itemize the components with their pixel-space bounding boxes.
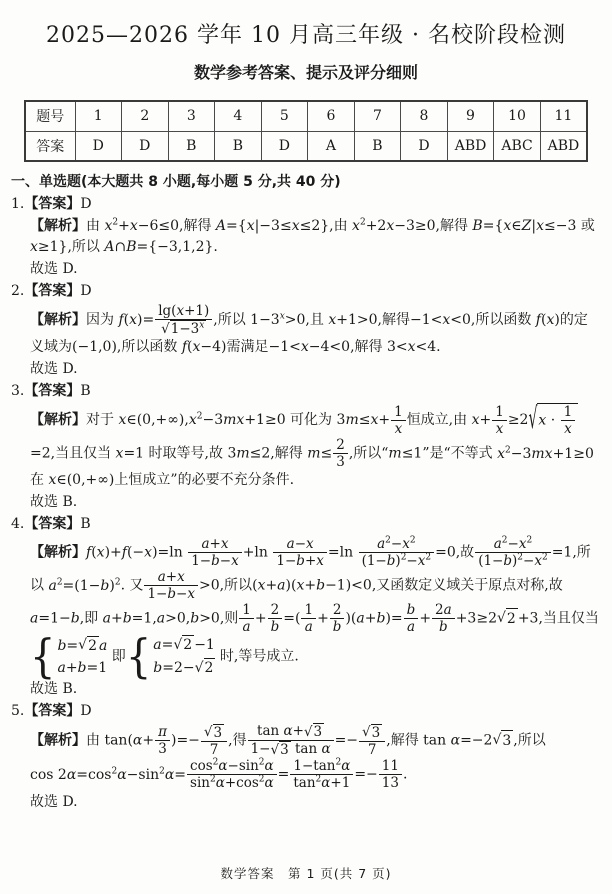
denominator: b <box>270 619 280 635</box>
text-run: , <box>185 610 191 627</box>
math-expression: −1<x−4<0 <box>268 339 351 355</box>
numerator: 2 <box>268 602 283 619</box>
solution-paragraph <box>30 359 601 380</box>
text-run: 故选 D. <box>30 261 78 277</box>
numerator: π <box>155 724 170 741</box>
math-expression: b>0 <box>190 610 220 627</box>
table-cell: 11 <box>540 101 587 131</box>
numerator: a+x <box>144 569 198 586</box>
table-cell: 7 <box>354 101 401 131</box>
text-run: ,则 <box>219 610 239 627</box>
math-expression: f(x) <box>535 312 560 328</box>
text-run: 需满足 <box>226 339 269 355</box>
text-run: ,又函数定义域关于原点对称,故 <box>371 577 563 594</box>
solution-paragraph <box>30 535 601 683</box>
text-run: ,所以 <box>219 577 253 594</box>
table-cell: 答案 <box>25 131 75 161</box>
cases-group <box>125 630 216 683</box>
text-run: 即 <box>107 648 126 665</box>
text-run: ,当且仅当 <box>538 610 599 627</box>
radicand: 2 <box>183 637 193 653</box>
bold-label: 【答案】 <box>24 283 81 299</box>
fraction <box>491 404 508 437</box>
numerator: 2 <box>330 602 345 619</box>
math-expression: )(a+b)= <box>345 610 403 627</box>
denominator: 1−b−x <box>147 586 195 602</box>
bold-label: 【答案】 <box>24 516 81 532</box>
table-cell: D <box>401 131 448 161</box>
math-expression: $a^2=(1-b)^2$ <box>48 576 121 594</box>
math-expression: x+ <box>471 412 492 428</box>
fraction <box>329 602 346 635</box>
denominator: a <box>304 619 313 635</box>
text-run: 时,等号成立. <box>215 648 299 665</box>
answer-table-body <box>25 101 587 161</box>
table-cell: B <box>168 131 215 161</box>
denominator <box>248 741 334 758</box>
denominator: 7 <box>367 741 377 758</box>
solution-paragraph <box>30 679 601 700</box>
math-expression: a+b=1 <box>102 610 153 627</box>
numerator: a+x <box>188 536 242 553</box>
solution-1 <box>11 194 601 280</box>
denominator: b <box>332 619 342 635</box>
radicand: 3 <box>213 724 223 741</box>
denominator: x <box>495 420 504 437</box>
text-run: ,解得 <box>435 218 473 234</box>
text-run: 的定义域为 <box>30 312 588 355</box>
radicand: 2 <box>88 637 97 654</box>
fraction <box>186 758 278 791</box>
fraction <box>403 602 420 635</box>
math-expression: +3 <box>517 610 539 627</box>
radicand: 2 <box>204 660 214 676</box>
cases-row <box>57 659 107 678</box>
math-expression: 1− <box>250 741 271 757</box>
table-cell: 5 <box>261 101 308 131</box>
radical-sign: √ <box>528 402 538 436</box>
denominator: x <box>564 421 572 437</box>
text-run: 3. <box>11 383 25 399</box>
fraction <box>143 569 199 602</box>
math-expression: x∈(0,+∞) <box>48 472 115 488</box>
text-run: . <box>436 339 441 355</box>
table-cell: 2 <box>122 101 169 131</box>
math-expression: +ln <box>242 544 273 561</box>
solution-4 <box>11 514 601 700</box>
solution-paragraph <box>30 792 601 813</box>
math-expression: + <box>254 610 267 627</box>
bold-label: 【解析】 <box>30 312 86 328</box>
solution-paragraph <box>30 723 601 791</box>
text-run: ,且 <box>305 312 329 328</box>
numerator: $a^2-x^2$ <box>475 536 551 553</box>
numerator: 1 <box>301 602 316 619</box>
text-run: 或 <box>576 218 595 234</box>
math-expression: a+b=1 <box>57 659 108 676</box>
radicand: 3 <box>371 724 381 741</box>
table-cell: B <box>215 131 262 161</box>
text-run: 故选 D. <box>30 361 78 377</box>
fraction <box>560 404 577 437</box>
table-cell: B <box>354 131 401 161</box>
text-run: 因为 <box>86 312 119 328</box>
math-expression: x∈(0,+∞) <box>118 412 185 428</box>
text-run: ,得 <box>228 732 247 749</box>
math-expression: + <box>317 610 329 627</box>
left-brace: { <box>125 630 152 683</box>
fraction <box>272 536 328 569</box>
radical-sign: √ <box>492 732 502 748</box>
math-expression: +3≥2 <box>455 610 497 627</box>
fraction <box>358 724 386 758</box>
sqrt-expression <box>304 723 324 740</box>
bold-label: 【答案】 <box>24 196 81 212</box>
text-run: ,当且仅当 <box>50 445 116 462</box>
math-expression: 3m≤2 <box>227 445 271 462</box>
text-run: 2. <box>11 283 25 299</box>
radical-sign: √ <box>303 723 313 740</box>
solution-paragraph <box>30 216 601 258</box>
math-expression: A∩B={−3,1,2} <box>104 239 214 255</box>
table-cell: 1 <box>75 101 122 131</box>
text-run: ,故 <box>455 544 475 561</box>
math-expression: + <box>419 610 432 627</box>
numerator: $\cos^2\alpha-\sin^2\alpha$ <box>187 758 277 775</box>
fraction <box>289 758 354 791</box>
text-run: B <box>80 516 91 532</box>
page-title: 2025—2026 学年 10 月高三年级 · 名校阶段检测 <box>46 23 566 48</box>
text-run: 由 <box>86 732 105 749</box>
cases-group <box>30 630 108 683</box>
text-run: 对于 <box>86 412 119 428</box>
text-run: 由 <box>86 218 105 234</box>
radicand <box>537 403 578 437</box>
math-expression: f(x)= <box>118 312 155 328</box>
text-run: ,解得 <box>377 312 410 328</box>
denominator <box>155 320 212 337</box>
text-run: D <box>80 703 92 719</box>
sqrt-expression <box>270 741 290 758</box>
math-expression: (−1,0) <box>72 339 117 355</box>
cases-row <box>57 636 107 656</box>
math-expression: = <box>277 766 290 783</box>
text-run: ,所以“ <box>348 445 389 462</box>
math-expression: x+1>0 <box>328 312 378 328</box>
math-expression: $x^2-3mx+1\ge 0$ <box>188 411 286 428</box>
math-expression: tan α+ <box>257 723 304 739</box>
denominator: $\tan^2\alpha+1$ <box>293 774 351 791</box>
text-run: ,所以 <box>30 544 591 594</box>
math-expression: b=2− <box>153 660 195 676</box>
text-run: ,所以 <box>213 312 251 328</box>
text-run: ,由 <box>329 218 353 234</box>
radical-sign: √ <box>161 320 170 337</box>
left-brace: { <box>30 630 56 683</box>
math-expression: a= <box>153 637 174 653</box>
solution-3 <box>11 381 601 513</box>
table-cell: 3 <box>168 101 215 131</box>
denominator: $(1-b)^2-x^2$ <box>478 552 548 569</box>
math-expression: =ln <box>327 544 358 561</box>
table-cell: 9 <box>447 101 494 131</box>
math-expression: 3<x<4 <box>386 339 437 355</box>
table-cell: ABD <box>540 131 587 161</box>
fraction <box>474 536 552 569</box>
bold-label: 【答案】 <box>24 703 81 719</box>
text-run: B <box>80 383 91 399</box>
math-expression: $x^2-3mx+1\ge 0$ <box>497 444 594 462</box>
text-run: 恒成立,由 <box>406 412 472 428</box>
text-run: 1. <box>11 196 25 212</box>
radicand: 3 <box>280 742 289 758</box>
radical-sign: √ <box>362 724 371 740</box>
text-run: ”是“不等式 <box>422 445 498 462</box>
math-expression: )=− <box>170 732 200 749</box>
cases-rows <box>153 635 215 678</box>
sqrt-expression <box>161 320 206 337</box>
page-footer: 数学答案 第 1 页(共 7 页) <box>220 866 392 881</box>
radicand: 2 <box>506 608 518 630</box>
answer-table <box>24 100 588 162</box>
cases-row <box>153 635 215 655</box>
table-row <box>25 131 587 161</box>
solution-paragraph <box>30 303 601 358</box>
numerator <box>248 723 334 741</box>
answer-line <box>11 701 601 722</box>
table-cell: D <box>75 131 122 161</box>
text-run: . <box>213 239 218 255</box>
table-row <box>25 101 587 131</box>
numerator: 1 <box>561 404 576 421</box>
sqrt-expression <box>173 635 194 655</box>
text-run: 故选 B. <box>30 494 78 510</box>
fraction <box>378 758 403 791</box>
bold-label: 【解析】 <box>30 544 86 561</box>
page-subtitle: 数学参考答案、提示及评分细则 <box>193 63 418 82</box>
solution-2 <box>11 281 601 380</box>
denominator: $\sin^2\alpha+\cos^2\alpha$ <box>190 774 274 791</box>
answer-line <box>11 381 601 402</box>
math-expression: B={x∈Z|x≤−3 <box>472 218 577 234</box>
numerator: lg(x+1) <box>155 303 212 320</box>
math-expression: A={x|−3≤x≤2} <box>215 218 330 234</box>
math-expression: x=1 <box>115 445 145 462</box>
numerator: 11 <box>379 758 402 775</box>
math-expression: −1 <box>194 637 215 653</box>
text-run: ,解得 <box>350 339 387 355</box>
text-run: 可化为 <box>285 412 337 428</box>
fraction <box>358 536 436 569</box>
section-title: 一、单选题(本大题共 8 小题,每小题 5 分,共 40 分) <box>11 174 341 190</box>
math-expression: 3m≤x+ <box>336 412 391 428</box>
radical-sign: √ <box>270 741 280 758</box>
denominator: a <box>242 619 251 635</box>
table-cell: 题号 <box>25 101 75 131</box>
cases-row <box>153 658 215 678</box>
table-cell: ABC <box>494 131 541 161</box>
numerator: 1 <box>391 404 406 421</box>
table-cell: ABD <box>447 131 494 161</box>
solution-paragraph <box>30 403 601 491</box>
denominator: 1−b+x <box>276 553 324 569</box>
radical-sign: √ <box>78 637 88 653</box>
math-expression: tan α <box>290 741 331 757</box>
text-run: , <box>152 610 157 627</box>
text-run: ,所以 <box>513 732 546 749</box>
math-expression: =− <box>334 732 359 749</box>
sqrt-expression <box>78 636 99 656</box>
fraction <box>154 724 171 757</box>
fraction <box>300 602 317 635</box>
table-cell: 6 <box>308 101 355 131</box>
text-run: ,解得 <box>270 445 308 462</box>
sqrt-expression <box>528 403 578 437</box>
sqrt-expression <box>497 608 518 630</box>
numerator: 2 <box>333 437 348 454</box>
radicand: $1-3^x$ <box>170 320 205 337</box>
sqrt-expression <box>492 730 513 752</box>
math-expression: f(x−4) <box>181 339 227 355</box>
numerator: 2a <box>432 602 455 619</box>
math-expression: =− <box>354 766 378 783</box>
text-run: 4. <box>11 516 25 532</box>
text-run: . 又 <box>120 577 144 594</box>
bold-label: 【答案】 <box>24 383 81 399</box>
math-expression: a=1−b <box>30 610 80 627</box>
math-expression: $\cos 2\alpha=\cos^2\alpha-\sin^2\alpha=$ <box>30 765 187 783</box>
radical-sign: √ <box>173 636 183 653</box>
text-run: 在 <box>30 472 49 488</box>
denominator: 7 <box>209 741 219 758</box>
numerator: $1-\tan^2\alpha$ <box>290 758 353 775</box>
radical-sign: √ <box>203 724 213 740</box>
answer-line <box>11 194 601 215</box>
answer-line <box>11 514 601 535</box>
math-expression: m≤ <box>307 445 333 462</box>
denominator: $(1-b)^2-x^2$ <box>361 552 432 569</box>
cases-rows <box>57 636 107 678</box>
denominator: 3 <box>158 741 167 757</box>
math-expression: (x+a)(x+b−1)<0 <box>252 577 372 594</box>
sqrt-expression <box>362 724 382 741</box>
math-expression: x≥1} <box>30 239 68 255</box>
numerator: $a^2-x^2$ <box>359 536 435 553</box>
text-run: . <box>402 766 408 783</box>
math-expression: m≤1 <box>388 445 423 462</box>
fraction <box>238 602 255 635</box>
math-expression: >0 <box>198 577 220 594</box>
math-expression: −1<x<0 <box>409 312 471 328</box>
math-expression: =( <box>283 610 301 627</box>
radical-sign: √ <box>194 659 204 676</box>
answer-line <box>11 281 601 302</box>
math-expression: =2 <box>30 445 51 462</box>
sqrt-expression <box>195 658 216 678</box>
fraction <box>200 724 228 758</box>
fraction <box>332 437 349 470</box>
text-run: 时取等号,故 <box>144 445 228 462</box>
denominator: 1−b−x <box>191 553 239 569</box>
fraction <box>154 303 213 337</box>
math-expression: tan(α+ <box>104 732 155 749</box>
numerator <box>201 724 227 742</box>
table-cell: D <box>122 131 169 161</box>
text-run: , <box>184 412 189 428</box>
numerator: 1 <box>492 404 507 421</box>
text-run: ,即 <box>79 610 103 627</box>
solution-5 <box>11 701 601 813</box>
text-run: 上恒成立”的必要不充分条件. <box>114 472 295 488</box>
math-expression: ≥2 <box>507 412 529 428</box>
numerator: b <box>404 602 419 619</box>
bold-label: 【解析】 <box>30 732 86 749</box>
numerator: a−x <box>273 536 327 553</box>
numerator: 1 <box>239 602 254 619</box>
denominator: 13 <box>381 775 399 791</box>
text-run: D <box>80 196 92 212</box>
sqrt-expression <box>204 724 224 741</box>
table-cell: 4 <box>215 101 262 131</box>
table-cell: 10 <box>494 101 541 131</box>
math-expression: =1 <box>551 544 573 561</box>
table-cell: 8 <box>401 101 448 131</box>
radicand: 3 <box>501 730 513 752</box>
fraction <box>247 723 335 758</box>
text-run: 故选 D. <box>30 794 78 810</box>
solution-paragraph <box>30 259 601 280</box>
math-expression: $x^2+x-6\le 0$ <box>104 217 180 234</box>
text-run: 故选 B. <box>30 681 78 697</box>
math-expression: b= <box>57 637 79 654</box>
text-run: D <box>80 283 92 299</box>
denominator: a <box>406 619 416 635</box>
bold-label: 【解析】 <box>30 412 86 428</box>
math-expression: tan α=−2 <box>423 732 493 749</box>
numerator <box>359 724 385 742</box>
denominator: 3 <box>336 454 345 470</box>
fraction <box>431 602 456 635</box>
math-expression: a>0 <box>156 610 186 627</box>
denominator: x <box>394 420 403 437</box>
text-run: ,所以函数 <box>116 339 182 355</box>
text-run: ,所以函数 <box>470 312 536 328</box>
solution-paragraph <box>30 492 601 513</box>
math-expression: $1-3^x>0$ <box>250 311 306 328</box>
text-run: 5. <box>11 703 25 719</box>
solutions <box>11 194 601 813</box>
table-cell: D <box>261 131 308 161</box>
bold-label: 【解析】 <box>30 218 86 234</box>
math-expression: $x^2+2x-3\ge 0$ <box>352 217 436 234</box>
fraction <box>390 404 407 437</box>
table-cell: A <box>308 131 355 161</box>
fraction <box>267 602 284 635</box>
text-run: ,解得 <box>179 218 216 234</box>
text-run: ,解得 <box>386 732 424 749</box>
math-expression: a <box>99 637 108 654</box>
fraction <box>187 536 243 569</box>
math-expression: f(x)+f(−x)=ln <box>86 544 188 561</box>
radicand: 3 <box>313 724 323 740</box>
radical-sign: √ <box>496 610 506 626</box>
math-expression: =0 <box>435 544 456 561</box>
denominator: b <box>439 619 448 635</box>
math-expression: x · <box>538 412 560 429</box>
text-run: ,所以 <box>67 239 105 255</box>
